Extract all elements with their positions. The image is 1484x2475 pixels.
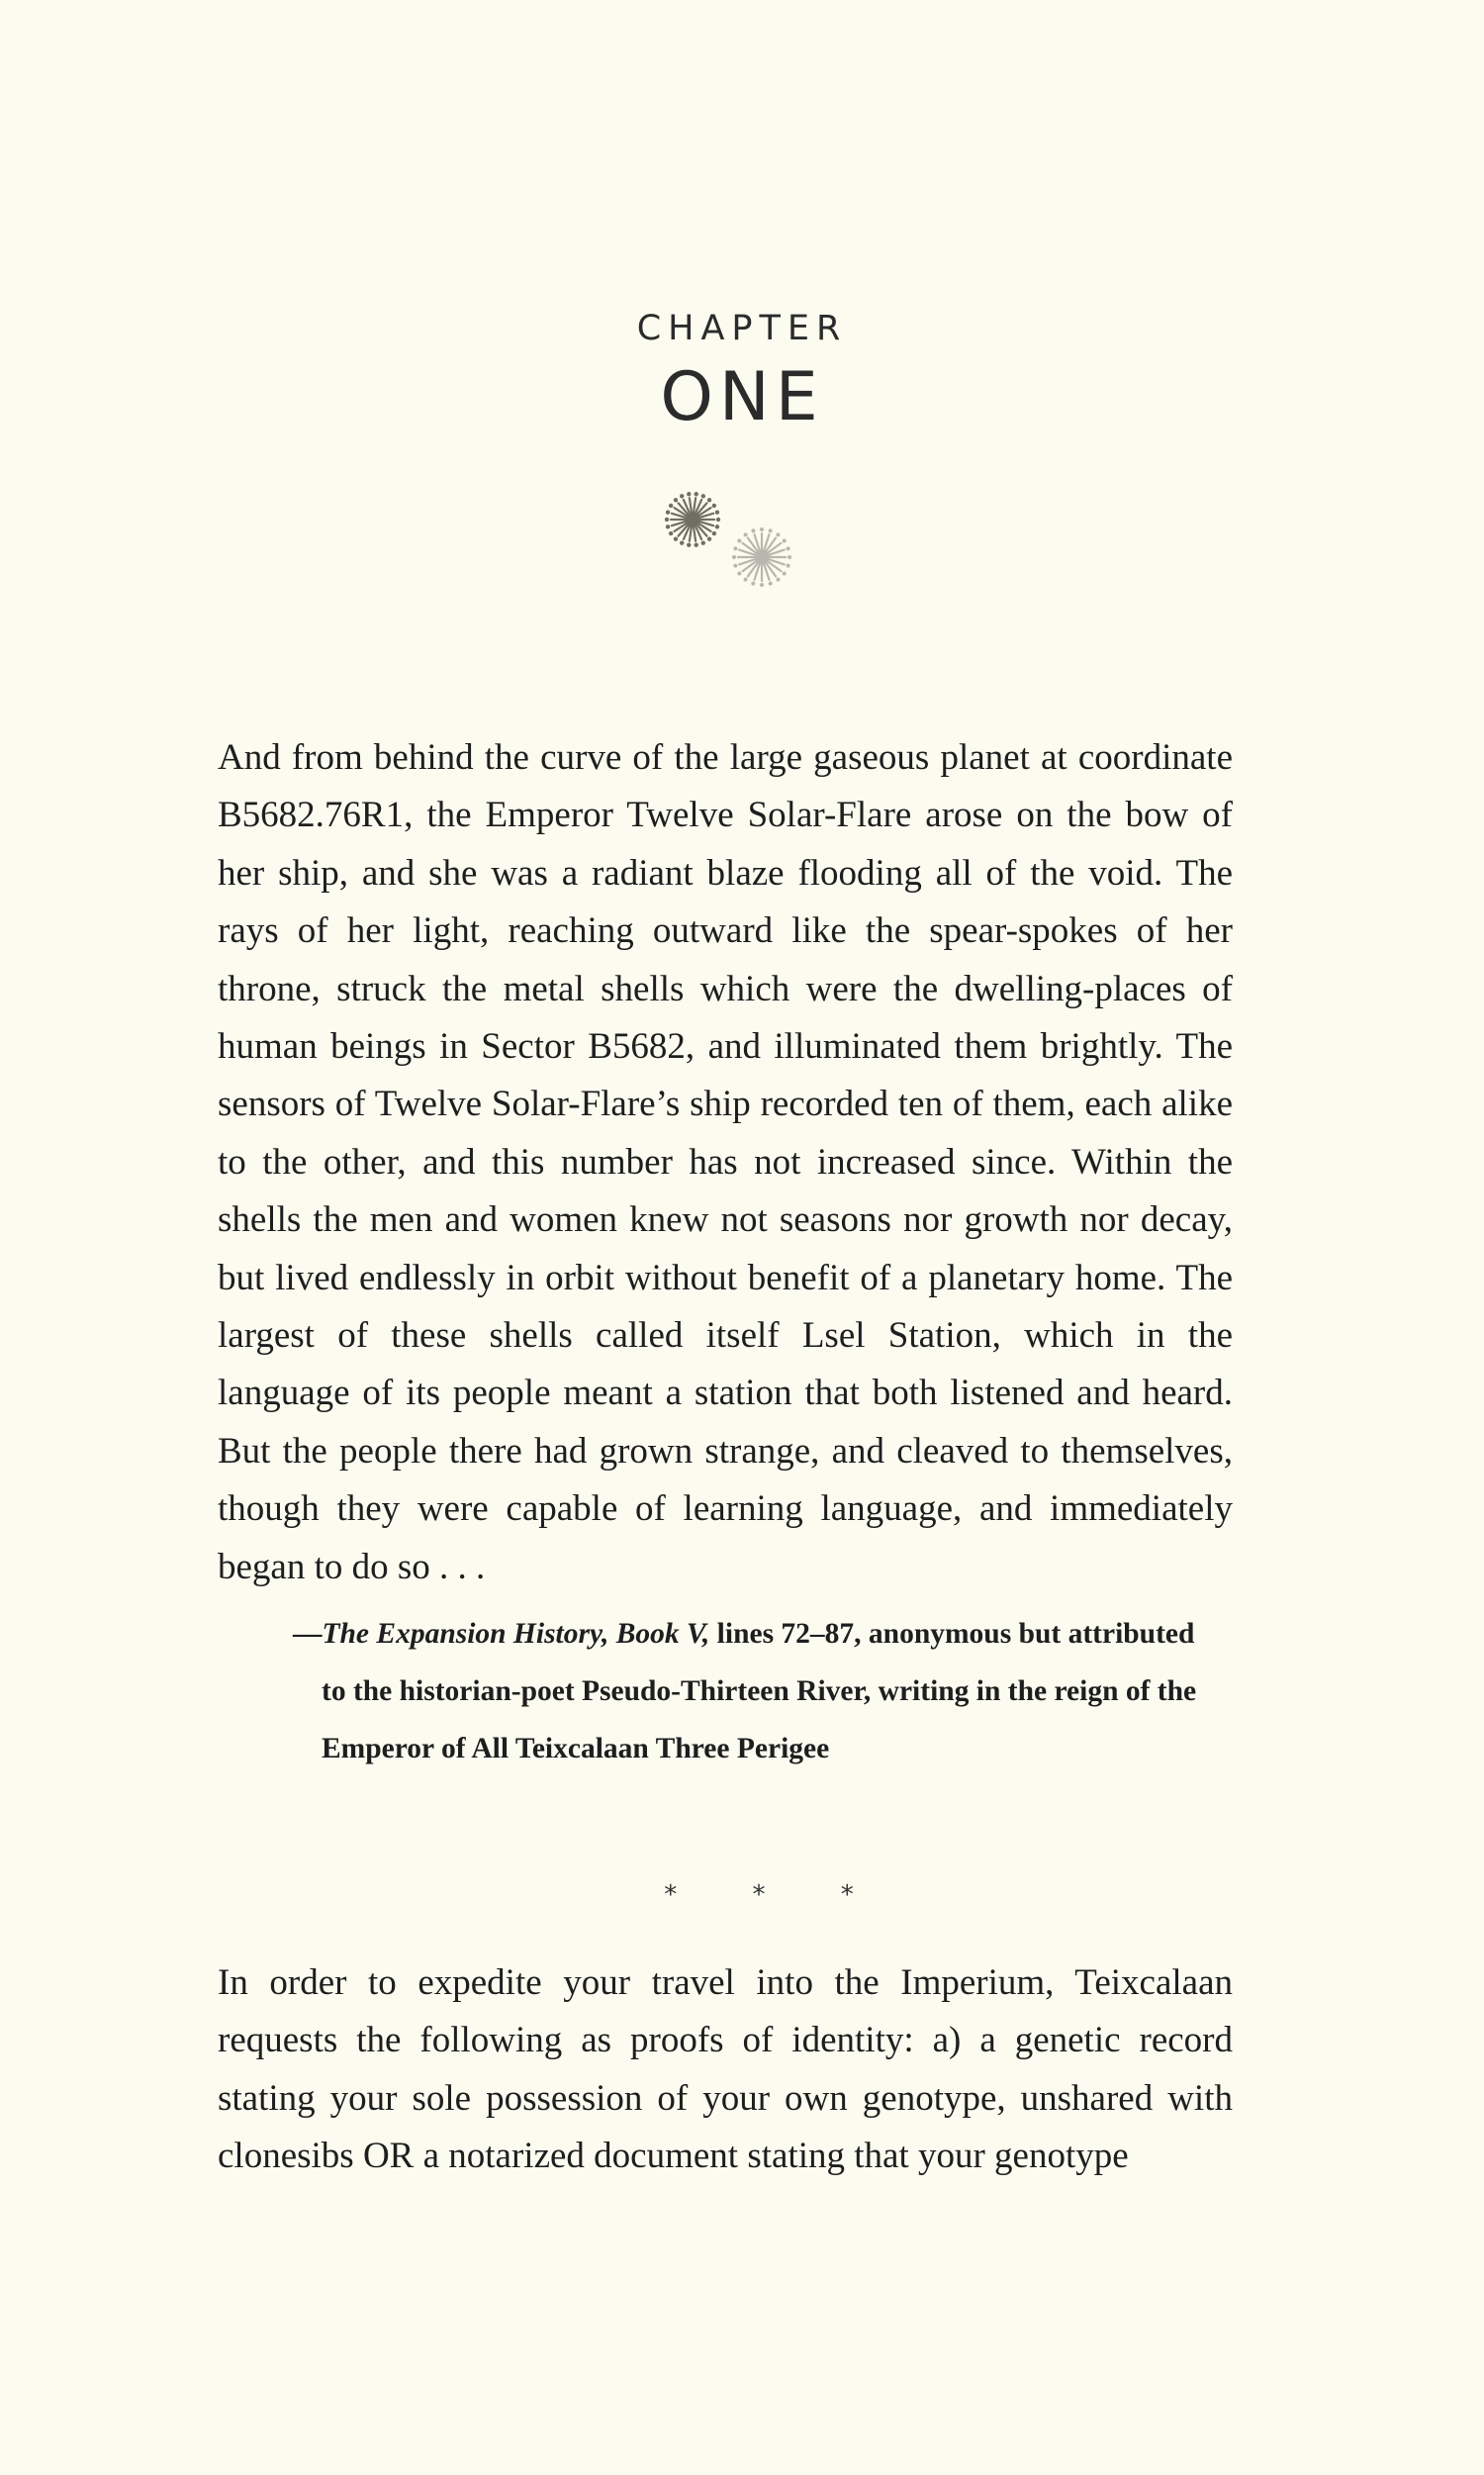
chapter-label: CHAPTER (636, 309, 848, 348)
citation-details: lines 72–87, anonymous but attributed to the historian-poet Pseudo-Thirteen River, writing in the reign of the Emperor of All Teixcalaan Three Perigee (322, 1618, 1197, 1764)
flower-ornament-icon (623, 480, 821, 609)
citation-dash: — (293, 1618, 323, 1650)
epigraph-citation (293, 1605, 1212, 1777)
citation-source-title: The Expansion History, Book V, (322, 1618, 710, 1650)
body-text: In order to expedite your travel into the Imperium, Teixcalaan requests the following as proofs of identity: a) a genetic record stating your sole possession of your own genotype, unshared with clonesibs OR a notarized document stating that your genotype (218, 1962, 1233, 2177)
epigraph-text: And from behind the curve of the large gaseous planet at coordinate B5682.76R1, the Emperor Twelve Solar-Flare arose on the bow of her ship, and she was a radiant blaze flooding all of the void. The rays of her light, reaching outward like the spear-spokes of her throne, struck the metal shells which were the dwelling-places of human beings in Sector B5682, and illuminated them brightly. The sensors of Twelve Solar-Flare’s ship recorded ten of them, each alike to the other, and this number has not increased since. Within the shells the men and women knew not seasons nor growth nor decay, but lived endlessly in orbit without benefit of a planetary home. The largest of these shells called itself Lsel Station, which in the language of its people meant a station that both listened and heard. But the people there had grown strange, and cleaved to themselves, though they were capable of learning language, and immediately began to do so . . . (218, 737, 1233, 1587)
chapter-number: ONE (660, 358, 824, 436)
scene-break: * * * (664, 1880, 887, 1910)
